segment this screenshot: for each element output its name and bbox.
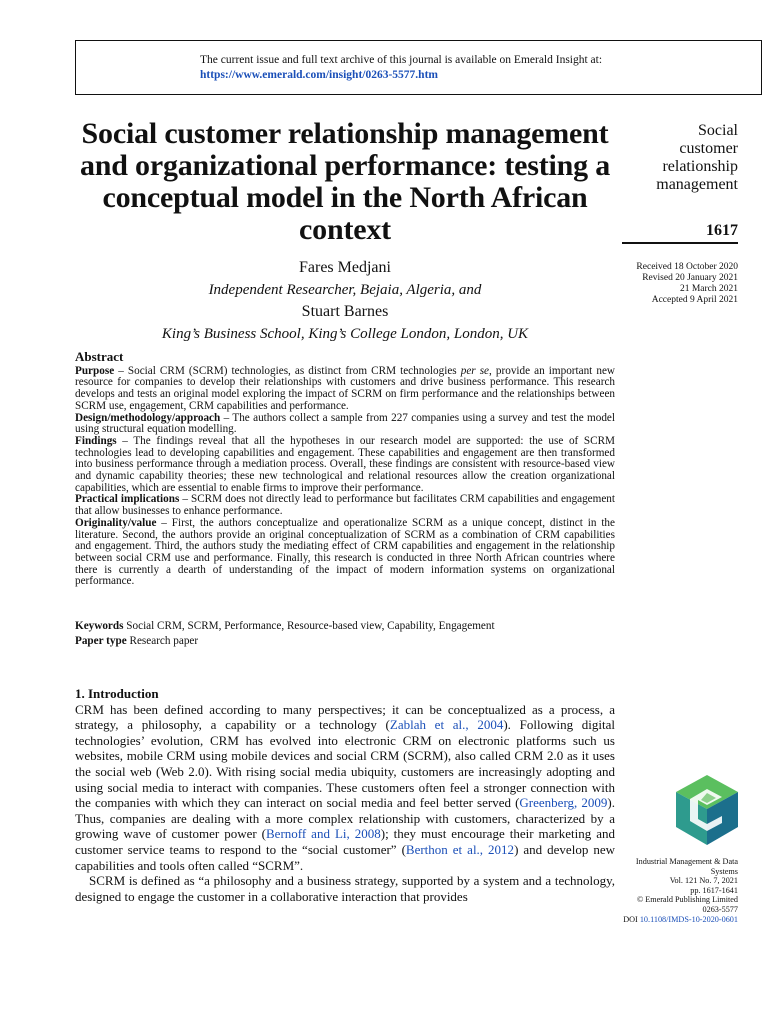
author-name: Fares Medjani bbox=[299, 259, 391, 276]
author-name: Stuart Barnes bbox=[301, 303, 389, 320]
running-head: Social customer relationship management bbox=[656, 122, 738, 193]
history-dates: Received 18 October 2020 Revised 20 January 2021 21 March 2021 Accepted 9 April 2021 bbox=[636, 262, 738, 305]
journal-info: Industrial Management & Data Systems Vol. 121 No. 7, 2021 pp. 1617-1641 © Emerald Publishing Limited 0263-5577 DOI 10.1108/IMDS-10-2020-0601 bbox=[623, 857, 738, 924]
author-affiliation: Independent Researcher, Bejaia, Algeria, and bbox=[208, 282, 482, 298]
abstract-practical: Practical implications – SCRM does not directly lead to performance but facilitates CRM capabilities and engagement that allow businesses to enhance performance. bbox=[75, 493, 616, 518]
notice-text: The current issue and full text archive of this journal is available on Emerald Insight at: bbox=[200, 54, 603, 66]
doi-link[interactable]: 10.1108/IMDS-10-2020-0601 bbox=[639, 914, 738, 924]
abstract-heading: Abstract bbox=[75, 349, 124, 364]
citation-link[interactable]: Greenberg, 2009 bbox=[519, 795, 608, 811]
page-number: 1617 bbox=[706, 222, 738, 239]
intro-paragraph: SCRM is defined as “a philosophy and a business strategy, supported by a system and a technology, designed to engage the customer in a collaborative interaction that provides bbox=[75, 873, 615, 904]
divider bbox=[622, 242, 738, 244]
citation-link[interactable]: Zablah et al., 2004 bbox=[389, 717, 504, 733]
intro-paragraph: CRM has been defined according to many perspectives; it can be conceptualized as a process, a strategy, a philosophy, a capability or a technology (Zablah et al., 2004). Following digital technologies’ evolution, CRM has evolved into electronic CRM on electronic platforms such us websites, mobile CRM using mobile devices and social CRM (SCRM), also called CRM 2.0 as it uses the social web (Web 2.0). With rising social media ubiquity, customers are increasingly adopting and using social media to interact with companies. These customers often feel a stronger connection with the companies with which they can interact on social media and feel better served (Greenberg, 2009). Thus, companies are dealing with a more complex relationship with customers, characterized by a growing wave of customer power (Bernoff and Li, 2008); they must encourage their marketing and customer service teams to respond to the “social customer” (Berthon et al., 2012) and develop new capabilities and tools often called “SCRM”. bbox=[75, 701, 615, 873]
abstract-findings: Findings – The findings reveal that all the hypotheses in our research model are supported: the use of SCRM technologies lead to developing capabilities and engagement. These capabilities and engagement are then transformed into business performance through a mediation process. Overall, these findings are consistent with resource-based view and dynamic capability theories; these new technological and relational resources allow the creation organizational capabilities, which are essential to enable firms to improve their performance. bbox=[75, 434, 615, 494]
keywords: Keywords Social CRM, SCRM, Performance, Resource-based view, Capability, Engagement bbox=[75, 620, 495, 632]
abstract-purpose: Purpose – Social CRM (SCRM) technologies, as distinct from CRM technologies per se, provide an important new resource for companies to develop their relationships with customers and drive business performance. This research develops and tests an original model exploring the impact of SCRM on firm performance and the relationships between SCRM use, engagement, CRM capabilities and performance. bbox=[75, 364, 615, 412]
citation-link[interactable]: Berthon et al., 2012 bbox=[405, 841, 515, 857]
article-title: Social customer relationship management and organizational performance: testing a conceptual model in the North African context bbox=[79, 117, 611, 246]
paper-type: Paper type Research paper bbox=[75, 635, 199, 647]
section-heading: 1. Introduction bbox=[75, 686, 159, 701]
keywords-block bbox=[75, 619, 615, 649]
citation-link[interactable]: Bernoff and Li, 2008 bbox=[266, 826, 381, 842]
crossmark-logo-icon[interactable] bbox=[676, 775, 738, 845]
journal-notice-box bbox=[75, 40, 762, 95]
author-block bbox=[75, 257, 615, 345]
introduction-section bbox=[75, 686, 615, 904]
abstract-design: Design/methodology/approach – The authors collect a sample from 227 companies using a survey and test the model using structural equation modelling. bbox=[75, 411, 615, 436]
abstract bbox=[75, 351, 615, 588]
author-affiliation: King’s Business School, King’s College London, London, UK bbox=[161, 326, 529, 342]
abstract-originality: Originality/value – First, the authors conceptualize and operationalize SCRM as a unique concept, distinct in the literature. Second, the authors provide an original conceptualization of SCRM as a combination of CRM capabilities and engagement. Third, the authors study the mediating effect of CRM capabilities and engagement in the relationship between social CRM use and performance. Finally, this research is conducted in three North African countries where there is currently a dearth of understanding of the impact of modern information systems on organizational performance. bbox=[75, 516, 615, 588]
journal-url-link[interactable]: https://www.emerald.com/insight/0263-5577.htm bbox=[200, 69, 438, 81]
